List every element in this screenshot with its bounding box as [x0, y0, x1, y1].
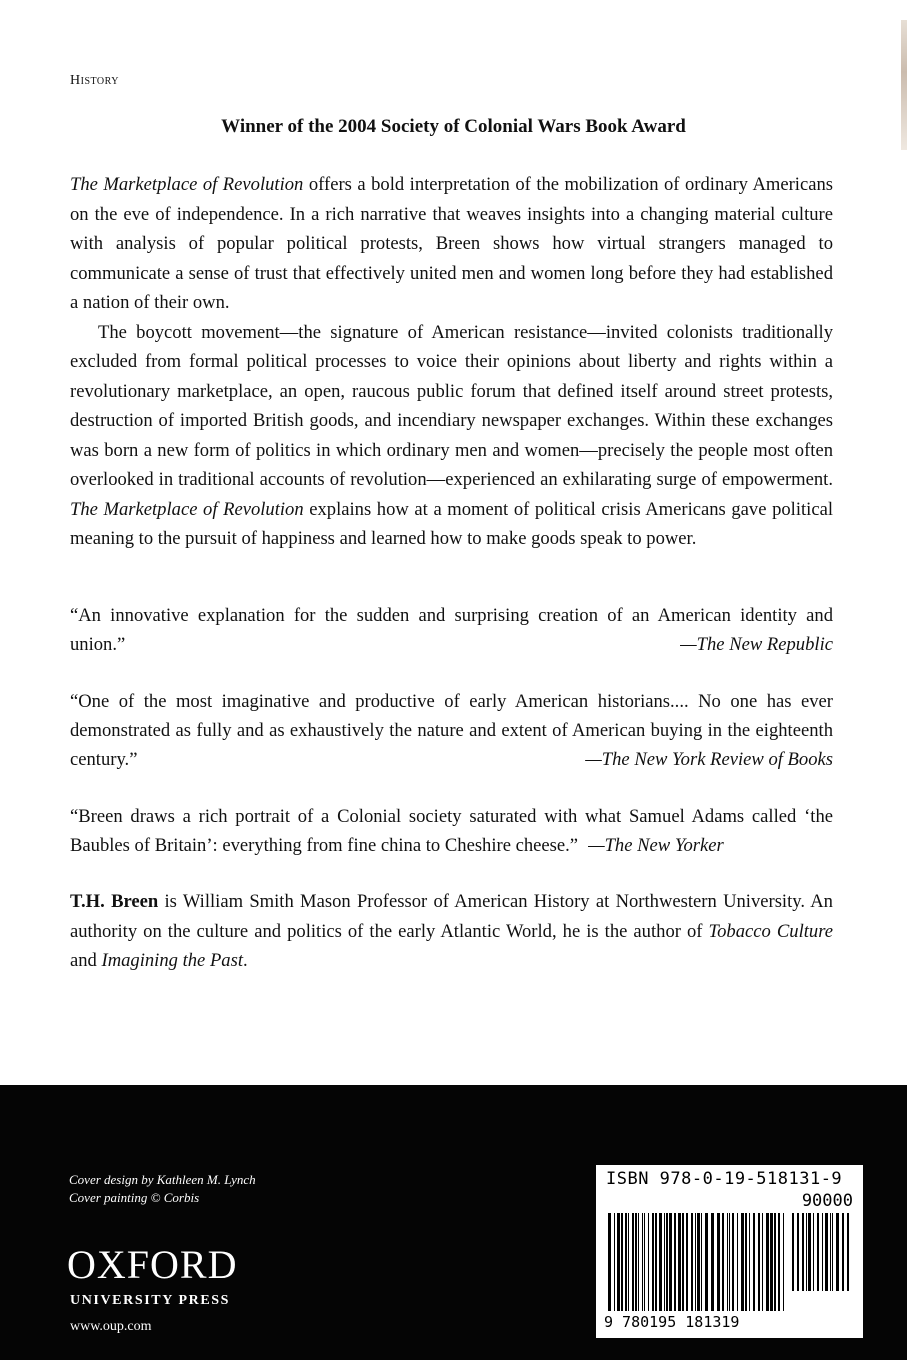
publisher-website: www.oup.com: [70, 1319, 152, 1334]
publisher-subtitle: UNIVERSITY PRESS: [70, 1293, 231, 1308]
review-source: —The New York Review of Books: [585, 749, 833, 770]
review-source: —The New Yorker: [588, 835, 724, 856]
book-title: The Marketplace of Revolution: [70, 498, 304, 520]
isbn-barcode: [596, 1165, 863, 1338]
description-paragraph-1: The Marketplace of Revolution offers a bold interpretation of the mobilization of ordinary Americans on the eve of independence. In a rich narrative that weaves insights into a changing material culture with analysis of popular political protests, Breen shows how virtual strangers managed to communicate a sense of trust that effectively united men and women long before they had established a nation of their own.: [70, 174, 833, 313]
isbn-text: ISBN 978-0-19-518131-9: [606, 1169, 843, 1189]
award-heading: Winner of the 2004 Society of Colonial Wars Book Award: [221, 116, 686, 137]
review-quote-2: “One of the most imaginative and productive of early American historians.... No one has ever demonstrated as fully and as exhaustively the nature and extent of American buying in the eighteenth century.” —The New York Review of Books: [70, 687, 833, 774]
footer-band: [0, 1085, 907, 1360]
category-label: History: [70, 73, 119, 88]
cover-painting-credit: Cover painting © Corbis: [69, 1190, 200, 1205]
book-title: The Marketplace of Revolution: [70, 174, 304, 195]
barcode-digits: 9 780195 181319: [604, 1313, 740, 1331]
other-book-title: Imagining the Past: [101, 950, 244, 971]
price-barcode-bars: [792, 1213, 852, 1293]
book-description: [70, 170, 833, 554]
cover-credits: [69, 1171, 256, 1207]
description-paragraph-2: The boycott movement—the signature of American resistance—invited colonists traditionally excluded from formal political processes to voice their opinions about liberty and rights within a revolutionary marketplace, an open, raucous public forum that defined itself around street protests, destruction of imported British goods, and incendiary newspaper exchanges. Within these exchanges was born a new form of politics in which ordinary men and women—precisely the people most often overlooked in traditional accounts of revolution—experienced an exhilarating surge of empowerment. The Marketplace of Revolution explains how at a moment of political crisis Americans gave political meaning to the pursuit of happiness and learned how to make goods speak to power.: [70, 321, 834, 549]
price-code: 90000: [801, 1191, 853, 1211]
barcode-bars: [608, 1213, 788, 1313]
other-book-title: Tobacco Culture: [708, 920, 833, 942]
review-source: —The New Republic: [680, 634, 833, 655]
cover-design-credit: Cover design by Kathleen M. Lynch: [69, 1172, 256, 1187]
publisher-logo: OXFORD: [67, 1242, 238, 1287]
author-name: T.H. Breen: [70, 891, 159, 912]
review-quote-3: “Breen draws a rich portrait of a Colonial society saturated with what Samuel Adams called ‘the Baubles of Britain’: everything from fine china to Cheshire cheese.” —The New Yorker: [70, 806, 833, 856]
review-quote-1: “An innovative explanation for the sudden and surprising creation of an American identity and union.” —The New Republic: [70, 601, 833, 659]
author-bio: T.H. Breen is William Smith Mason Professor of American History at Northwestern University. An authority on the culture and politics of the early Atlantic World, he is the author of Tobacco Culture and Imagining the Past.: [70, 891, 833, 971]
